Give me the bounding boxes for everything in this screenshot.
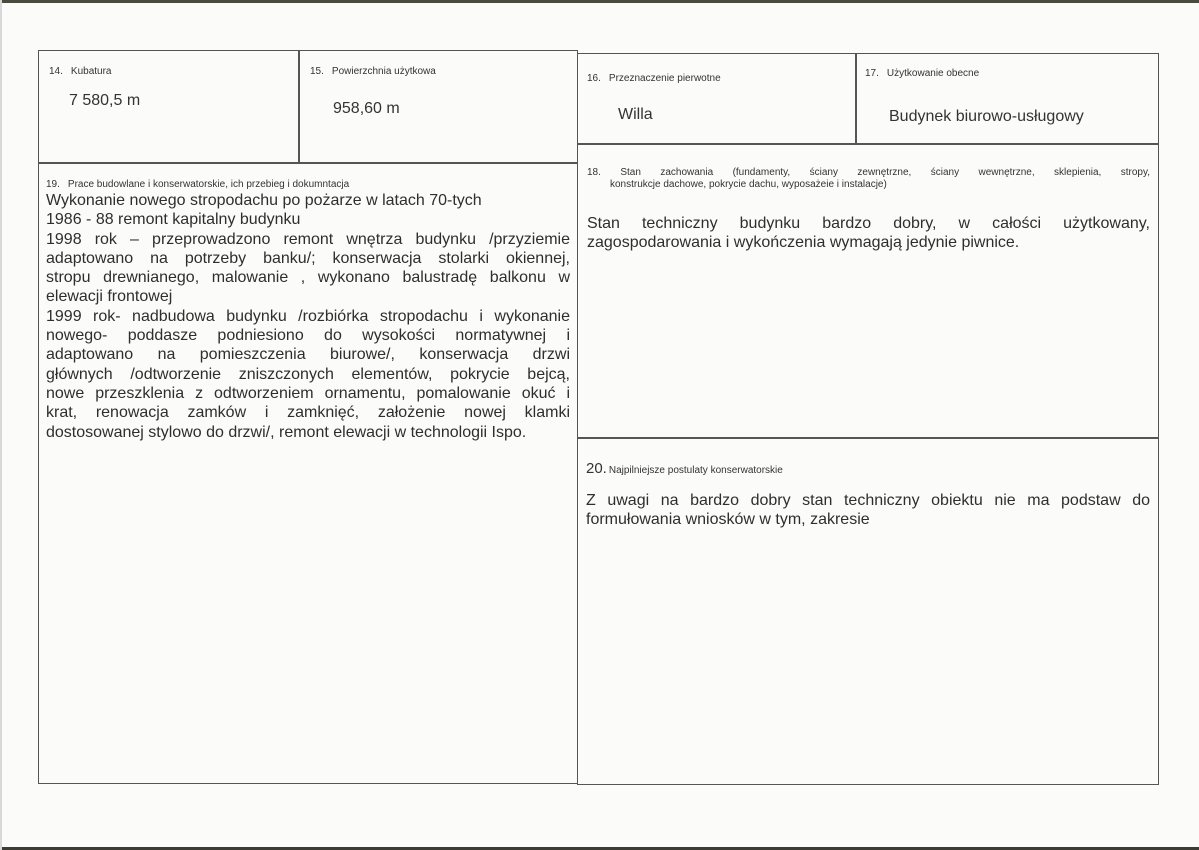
- work-line: nowe przeszklenia z odtworzeniem ornamentu, pomalowanie okuć i: [46, 384, 570, 402]
- field-17-label: 17. Użytkowanie obecne: [865, 68, 980, 79]
- field-17-value: Budynek biurowo-usługowy: [889, 108, 1084, 125]
- work-line: dostosowanej stylowo do drzwi/, remont elewacji w technologii Ispo.: [46, 423, 527, 441]
- field-18-label: 18. Stan zachowania (fundamenty, ściany zewnętrzne, ściany wewnętrzne, sklepienia, stropy, konstrukcje dachowe, pokrycie dachu, wyposażeie i instalacje): [587, 167, 1151, 190]
- field-20-value: Z uwagi na bardzo dobry stan techniczny obiektu nie ma podstaw do formułowania wniosków w tym, zakresie: [586, 492, 1150, 529]
- scan-edge-left: [0, 0, 2, 850]
- cell-16-przeznaczenie: [577, 53, 857, 145]
- field-16-value: Willa: [618, 106, 653, 123]
- work-line: Wykonanie nowego stropodachu po pożarze w latach 70-tych: [46, 192, 482, 209]
- work-line: adaptowano na potrzeby banku/; konserwacja stolarki okiennej,: [46, 249, 570, 267]
- field-19-label: 19. Prace budowlane i konserwatorskie, ich przebieg i dokumntacja: [46, 179, 350, 190]
- work-line: 1986 - 88 remont kapitalny budynku: [46, 211, 301, 229]
- field-14-value: 7 580,5 m: [69, 92, 141, 109]
- work-line: elewacji frontowej: [46, 288, 173, 306]
- field-14-label: 14. Kubatura: [49, 66, 112, 77]
- work-line: 1998 rok – przeprowadzono remont wnętrza budynku /przyziemie: [46, 230, 570, 248]
- scan-edge-top: [0, 0, 1199, 3]
- field-15-value: 958,60 m: [333, 100, 400, 117]
- field-19-value: [46, 191, 570, 442]
- work-line: stropu drewnianego, malowanie , wykonano balustradę balkonu w: [46, 269, 570, 287]
- cell-17-uzytkowanie: [855, 53, 1159, 145]
- work-line: adaptowano na pomieszczenia biurowe/, konserwacja drzwi: [46, 346, 570, 364]
- work-line: krat, renowacja zamków i zamknięć, założenie nowej klamki: [46, 404, 570, 422]
- work-line: nowego- poddasze podniesiono do wysokości normatywnej i: [46, 327, 570, 345]
- work-line: głównych /odtworzenie zniszczonych elementów, pokrycie bejcą,: [46, 365, 570, 383]
- work-line: 1999 rok- nadbudowa budynku /rozbiórka stropodachu i wykonanie: [46, 307, 570, 325]
- field-18-value: Stan techniczny budynku bardzo dobry, w całości użytkowany, zagospodarowania i wykończenia wymagają jedynie piwnice.: [587, 215, 1150, 252]
- field-15-label: 15. Powierzchnia użytkowa: [310, 66, 436, 77]
- field-20-label: 20. Najpilniejsze postulaty konserwatorskie: [586, 460, 783, 477]
- cell-20-postulaty: [577, 437, 1159, 785]
- field-16-label: 16. Przeznaczenie pierwotne: [587, 73, 721, 84]
